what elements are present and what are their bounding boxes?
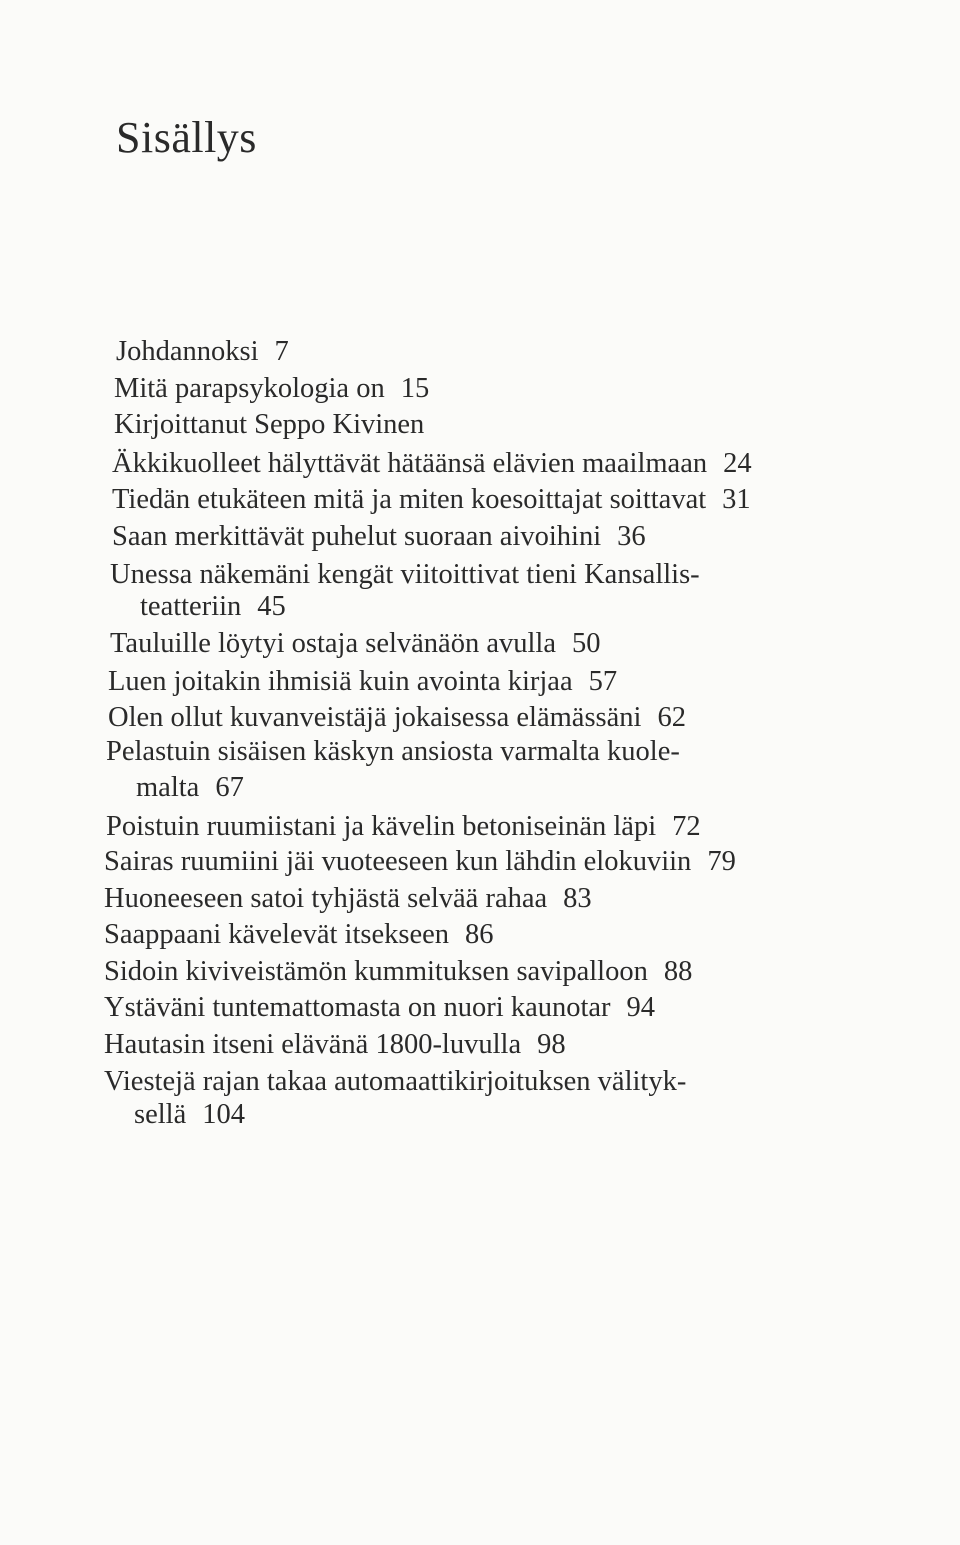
toc-page-number: 86 (465, 919, 494, 950)
toc-page-number: 24 (723, 448, 752, 479)
toc-entry-title: Huoneeseen satoi tyhjästä selvää rahaa (104, 883, 548, 914)
toc-page-number: 31 (722, 484, 751, 515)
toc-page-number: 88 (663, 956, 693, 987)
toc-entry (104, 1101, 245, 1130)
toc-page-number: 36 (617, 521, 646, 552)
toc-entry-title: Johdannoksi (116, 336, 259, 367)
toc-entry-title: Saappaani kävelevät itsekseen (104, 919, 450, 950)
toc-entry-title: Äkkikuolleet hälyttävät hätäänsä elävien maailmaan (112, 448, 708, 479)
toc-page-number: 57 (588, 666, 618, 697)
toc-page-number: 45 (257, 591, 286, 622)
toc-entry-title: Sairas ruumiini jäi vuoteeseen kun lähdin elokuviin (104, 846, 692, 877)
toc-entry (108, 704, 686, 733)
toc-entry (104, 1068, 686, 1097)
toc-page-number: 83 (563, 883, 592, 914)
toc-entry (104, 994, 655, 1023)
toc-entry (104, 921, 494, 950)
toc-entry-title: Ystäväni tuntemattomasta on nuori kaunotar (104, 992, 611, 1023)
toc-page-number: 98 (537, 1029, 566, 1060)
toc-entry (106, 738, 680, 767)
toc-entry-title-continued: sellä (134, 1099, 187, 1130)
toc-entry (106, 774, 244, 803)
toc-entry-title: Tiedän etukäteen mitä ja miten koesoittajat soittavat (112, 484, 707, 515)
toc-entry-title: Unessa näkemäni kengät viitoittivat tieni Kansallis- (110, 559, 700, 590)
toc-entry-title: Sidoin kiviveistämön kummituksen savipalloon (104, 956, 648, 987)
toc-entry-title: Tauluille löytyi ostaja selvänäön avulla (110, 628, 556, 659)
page-title: Sisällys (116, 113, 257, 162)
toc-entry-title-continued: malta (136, 772, 200, 803)
toc-entry (110, 593, 286, 622)
toc-entry-title: Kirjoittanut Seppo Kivinen (114, 409, 425, 440)
toc-page-number: 67 (215, 772, 244, 803)
toc-entry-title: Mitä parapsykologia on (114, 373, 385, 404)
toc-entry (112, 523, 646, 552)
toc-entry-title: Luen joitakin ihmisiä kuin avointa kirjaa (108, 666, 573, 697)
toc-entry (112, 486, 751, 515)
toc-entry-title: Olen ollut kuvanveistäjä jokaisessa elämässäni (108, 702, 642, 733)
toc-entry (114, 375, 429, 404)
toc-page-number: 94 (626, 992, 656, 1023)
toc-entry-title: Pelastuin sisäisen käskyn ansiosta varmalta kuole- (106, 736, 680, 767)
toc-entry (104, 1031, 566, 1060)
toc-page-number: 79 (707, 846, 736, 877)
toc-entry-title: Saan merkittävät puhelut suoraan aivoihini (112, 521, 602, 552)
toc-page-number: 62 (657, 702, 686, 733)
toc-page-number: 15 (400, 373, 430, 404)
toc-entry (110, 630, 600, 659)
toc-entry (108, 668, 617, 697)
toc-page-number: 104 (202, 1099, 245, 1130)
toc-entry-title-continued: teatteriin (140, 591, 242, 622)
toc-entry (106, 813, 701, 842)
toc-page-number: 72 (672, 811, 701, 842)
toc-entry (116, 338, 289, 367)
toc-entry (114, 411, 424, 440)
toc-entry (104, 848, 736, 877)
toc-entry (104, 958, 692, 987)
toc-entry-title: Viestejä rajan takaa automaattikirjoituksen välityk- (104, 1066, 687, 1097)
toc-entry-title: Poistuin ruumiistani ja kävelin betoniseinän läpi (106, 811, 657, 842)
toc-page-number: 7 (274, 336, 289, 367)
toc-entry (112, 450, 752, 479)
toc-entry (110, 561, 700, 590)
toc-entry-title: Hautasin itseni elävänä 1800-luvulla (104, 1029, 522, 1060)
toc-entry (104, 885, 592, 914)
toc-page-number: 50 (571, 628, 601, 659)
